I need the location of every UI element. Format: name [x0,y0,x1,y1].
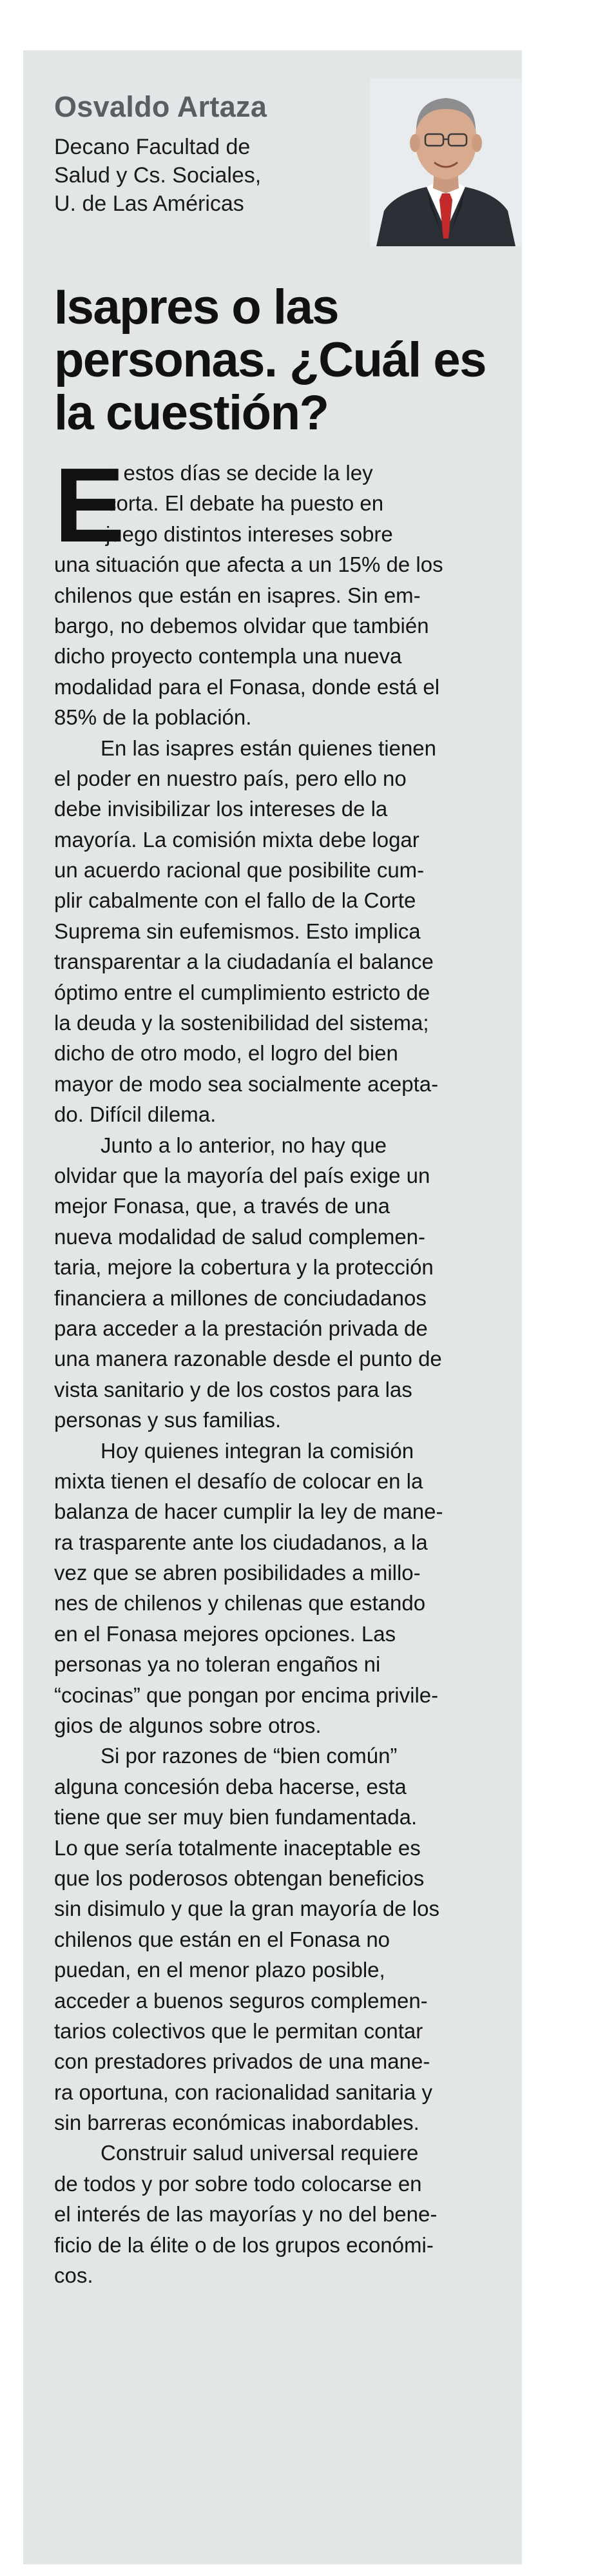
body-line: que los poderosos obtengan beneficios [54,1866,425,1890]
body-line: mayoría. La comisión mixta debe logar [54,827,419,852]
body-line: transparentar a la ciudadanía el balance [54,950,434,974]
author-role-line: Salud y Cs. Sociales, [54,163,262,188]
body-line: mejor Fonasa, que, a través de una [54,1194,390,1218]
body-line: el poder en nuestro país, pero ello no [54,766,407,790]
body-line: con prestadores privados de una mane- [54,2049,430,2074]
author-name: Osvaldo Artaza [54,90,267,123]
body-line: gios de algunos sobre otros. [54,1713,322,1738]
body-line: de todos y por sobre todo colocarse en [54,2171,422,2196]
article-body [54,446,505,2290]
body-line: vez que se abren posibilidades a millo- [54,1561,421,1585]
body-line: financiera a millones de conciudadanos [54,1285,427,1310]
body-line: puedan, en el menor plazo posible, [54,1958,385,1982]
body-line: En las isapres están quienes tienen [101,736,437,760]
author-role-line: Decano Facultad de [54,135,251,159]
body-line: olvidar que la mayoría del país exige un [54,1163,430,1187]
body-line: Lo que sería totalmente inaceptable es [54,1835,421,1860]
body-line: acceder a buenos seguros complemen- [54,1988,428,2013]
author-role-line: U. de Las Américas [54,191,244,216]
body-line: en el Fonasa mejores opciones. Las [54,1621,396,1646]
body-line: Hoy quienes integran la comisión [101,1438,414,1463]
article-text [54,446,505,2290]
body-line: una situación que afecta a un 15% de los [54,552,443,577]
body-line: la deuda y la sostenibilidad del sistema; [54,1011,429,1035]
body-line: “cocinas” que pongan por encima privile- [54,1683,439,1707]
body-line: mayor de modo sea socialmente acepta- [54,1071,439,1096]
headline-line: personas. ¿Cuál es [54,333,486,387]
body-line: ra trasparente ante los ciudadanos, a la [54,1530,428,1554]
author-photo [370,79,522,246]
body-line: Suprema sin eufemismos. Esto implica [54,919,421,943]
body-line: 85% de la población. [54,705,252,730]
body-line: óptimo entre el cumplimiento estricto de [54,980,430,1004]
body-line: tarios colectivos que le permitan contar [54,2018,423,2043]
body-line: n estos días se decide la ley [106,461,373,485]
body-line: mixta tienen el desafío de colocar en la [54,1469,423,1493]
body-line: chilenos que están en el Fonasa no [54,1927,390,1951]
headline-line: Isapres o las [54,280,338,335]
opinion-column [23,50,522,2564]
body-line: do. Difícil dilema. [54,1102,217,1127]
body-line: balanza de hacer cumplir la ley de mane- [54,1499,443,1524]
body-line: sin barreras económicas inabordables. [54,2111,419,2135]
body-line: dicho de otro modo, el logro del bien [54,1041,398,1066]
body-line: un acuerdo racional que posibilite cum- [54,858,425,883]
body-line: cos. [54,2263,93,2288]
body-line: tiene que ser muy bien fundamentada. [54,1805,418,1830]
body-line: nueva modalidad de salud complemen- [54,1224,426,1249]
body-line: taria, mejore la cobertura y la protección [54,1255,434,1280]
body-line: debe invisibilizar los intereses de la [54,797,388,821]
body-line: ra oportuna, con racionalidad sanitaria y [54,2080,433,2104]
headline-line: la cuestión? [54,385,329,440]
body-line: corta. El debate ha puesto en [106,491,384,516]
body-line: dicho proyecto contempla una nueva [54,644,402,668]
author-affiliation [54,133,338,218]
drop-cap: E [54,446,125,564]
body-line: bargo, no debemos olvidar que también [54,613,429,638]
body-line: juego distintos intereses sobre [106,522,393,546]
body-line: Junto a lo anterior, no hay que [101,1133,387,1157]
body-line: Si por razones de “bien común” [101,1744,398,1768]
body-line: nes de chilenos y chilenas que estando [54,1591,426,1615]
body-line: para acceder a la prestación privada de [54,1316,428,1340]
body-line: chilenos que están en isapres. Sin em- [54,583,421,607]
body-line: el interés de las mayorías y no del bene- [54,2202,438,2227]
body-line: alguna concesión deba hacerse, esta [54,1774,407,1799]
body-line: una manera razonable desde el punto de [54,1347,442,1371]
body-line: Construir salud universal requiere [101,2141,419,2165]
body-line: modalidad para el Fonasa, donde está el [54,674,440,699]
article-headline [54,281,505,440]
body-line: plir cabalmente con el fallo de la Corte [54,888,416,913]
body-line: vista sanitario y de los costos para las [54,1377,412,1401]
body-line: personas y sus familias. [54,1408,282,1432]
body-line: ficio de la élite o de los grupos económi- [54,2232,434,2257]
body-line: personas ya no toleran engaños ni [54,1652,381,1677]
body-line: sin disimulo y que la gran mayoría de los [54,1897,439,1921]
